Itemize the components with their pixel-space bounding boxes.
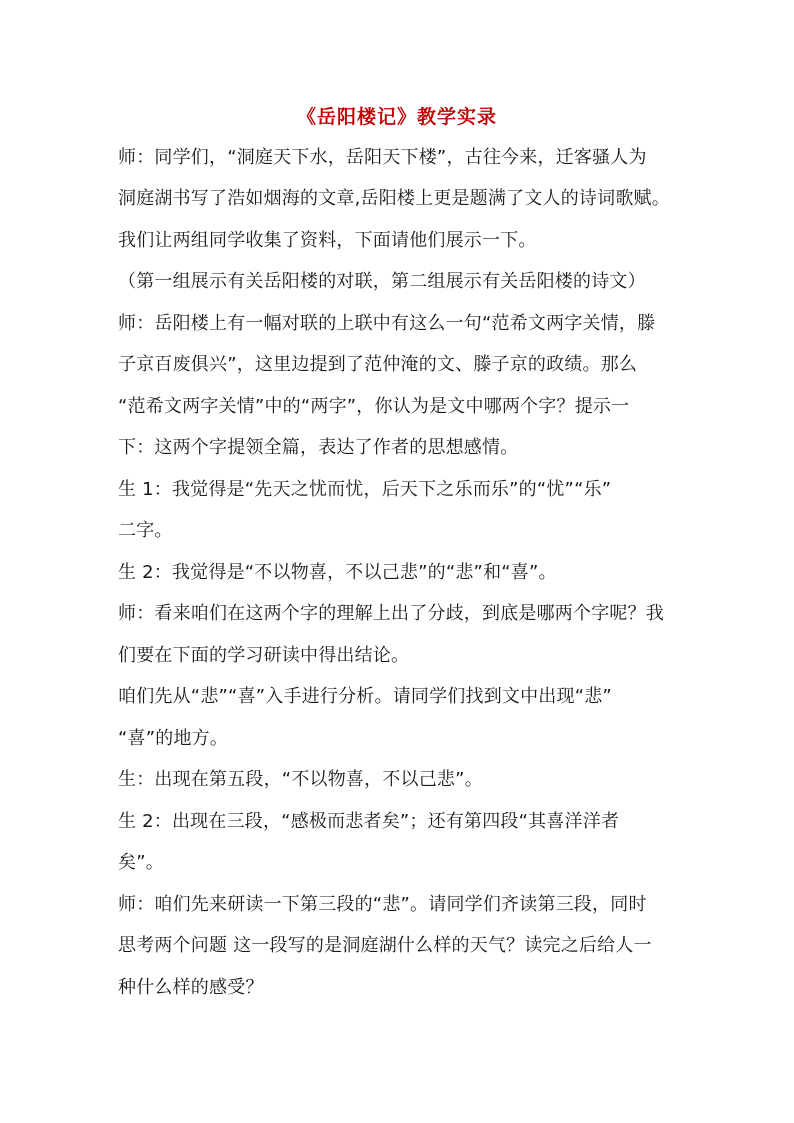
text-line: 师：看来咱们在这两个字的理解上出了分歧，到底是哪两个字呢？我: [118, 603, 664, 624]
text-line: 师：岳阳楼上有一幅对联的上联中有这么一句“范希文两字关情，滕: [118, 313, 656, 334]
document-title: 《岳阳楼记》教学实录: [296, 106, 497, 128]
text-line: 咱们先从“悲”“喜”入手进行分析。请同学们找到文中出现“悲”: [118, 686, 612, 707]
text-line: 下：这两个字提领全篇，表达了作者的思想感情。: [118, 437, 519, 458]
text-line: “范希文两字关情”中的“两字”，你认为是文中哪两个字？提示一: [118, 396, 630, 417]
text-line: 思考两个问题 这一段写的是洞庭湖什么样的天气？读完之后给人一: [118, 935, 652, 956]
text-line: 生 2：我觉得是“不以物喜，不以己悲”的“悲”和“喜”。: [118, 562, 557, 583]
text-line: 种什么样的感受？: [118, 977, 264, 998]
text-line: 二字。: [118, 520, 173, 541]
text-line: 生 2：出现在三段，“感极而悲者矣”；还有第四段“其喜洋洋者: [118, 811, 620, 832]
text-line: 子京百废俱兴”，这里边提到了范仲淹的文、滕子京的政绩。那么: [118, 354, 638, 375]
text-line: 矣”。: [118, 852, 164, 873]
text-line: 洞庭湖书写了浩如烟海的文章,岳阳楼上更是题满了文人的诗词歌赋。: [118, 188, 670, 209]
text-line: “喜”的地方。: [118, 728, 229, 749]
text-line: 们要在下面的学习研读中得出结论。: [118, 645, 410, 666]
text-line: 师：咱们先来研读一下第三段的“悲”。请同学们齐读第三段，同时: [118, 894, 647, 915]
text-line: 我们让两组同学收集了资料，下面请他们展示一下。: [118, 230, 537, 251]
text-line: （第一组展示有关岳阳楼的对联，第二组展示有关岳阳楼的诗文）: [118, 271, 646, 292]
text-line: 生 1：我觉得是“先天之忧而忧，后天下之乐而乐”的“忧”“乐”: [118, 479, 612, 500]
text-line: 生：出现在第五段，“不以物喜，不以己悲”。: [118, 769, 483, 790]
text-line: 师：同学们，“洞庭天下水，岳阳天下楼”，古往今来，迁客骚人为: [118, 147, 647, 168]
